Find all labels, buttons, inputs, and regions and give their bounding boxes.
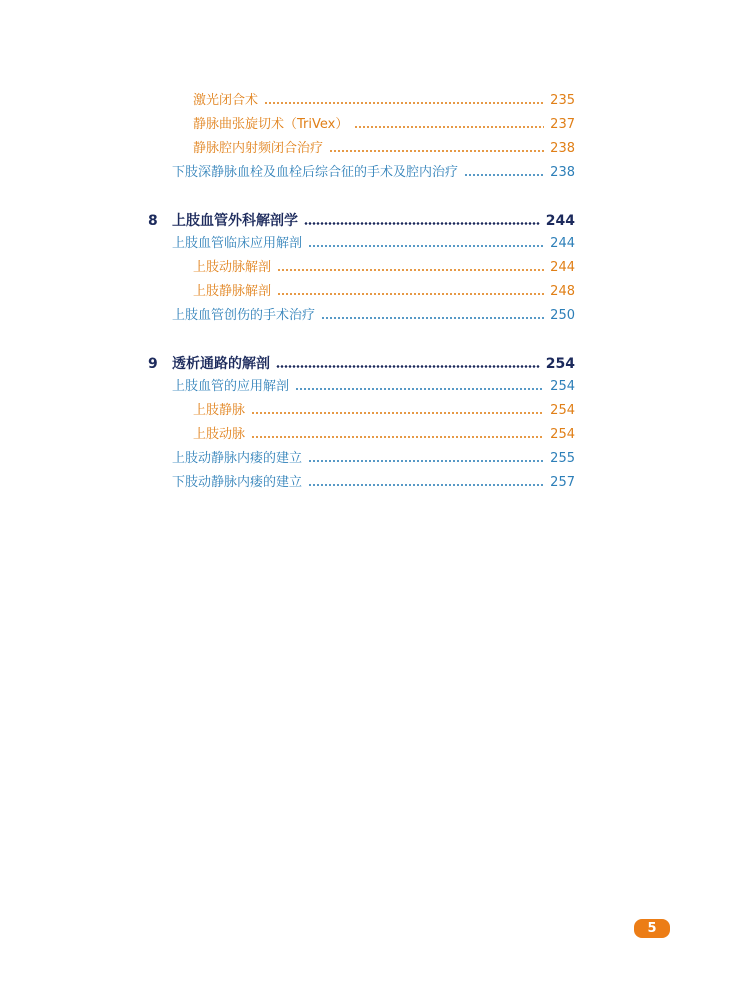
toc-entry[interactable] bbox=[193, 258, 575, 278]
toc-entry[interactable] bbox=[193, 139, 575, 159]
dot-leader bbox=[354, 126, 544, 128]
entry-title: 下肢动静脉内瘘的建立 bbox=[172, 475, 303, 490]
entry-page: 254 bbox=[545, 356, 575, 372]
entry-page: 255 bbox=[550, 451, 575, 466]
entry-title: 静脉腔内射频闭合治疗 bbox=[193, 141, 324, 156]
entry-title: 上肢静脉解剖 bbox=[193, 284, 272, 299]
entry-page: 237 bbox=[550, 117, 575, 132]
dot-leader bbox=[329, 150, 544, 152]
entry-title: 激光闭合术 bbox=[193, 93, 259, 108]
dot-leader bbox=[264, 102, 544, 104]
entry-title: 上肢血管临床应用解剖 bbox=[172, 236, 303, 251]
toc-chapter-entry[interactable] bbox=[148, 211, 575, 231]
entry-title: 上肢静脉 bbox=[193, 403, 246, 418]
dot-leader bbox=[308, 460, 544, 462]
toc-entry[interactable] bbox=[172, 449, 575, 469]
toc-entry[interactable] bbox=[193, 91, 575, 111]
entry-page: 244 bbox=[545, 213, 575, 229]
page-number-badge: 5 bbox=[634, 919, 670, 938]
entry-title: 静脉曲张旋切术（TriVex） bbox=[193, 117, 349, 132]
entry-title: 上肢动静脉内瘘的建立 bbox=[172, 451, 303, 466]
entry-page: 235 bbox=[550, 93, 575, 108]
dot-leader bbox=[308, 484, 544, 486]
toc-entry[interactable] bbox=[193, 115, 575, 135]
toc-entry[interactable] bbox=[172, 306, 575, 326]
entry-title: 下肢深静脉血栓及血栓后综合征的手术及腔内治疗 bbox=[172, 165, 459, 180]
toc-entry[interactable] bbox=[193, 425, 575, 445]
dot-leader bbox=[276, 365, 540, 368]
entry-page: 238 bbox=[550, 141, 575, 156]
dot-leader bbox=[251, 436, 544, 438]
toc-entry[interactable] bbox=[193, 401, 575, 421]
entry-title: 上肢动脉 bbox=[193, 427, 246, 442]
dot-leader bbox=[304, 222, 540, 225]
toc-entry[interactable] bbox=[172, 473, 575, 493]
dot-leader bbox=[321, 317, 544, 319]
chapter-number: 8 bbox=[148, 213, 158, 229]
entry-page: 244 bbox=[550, 236, 575, 251]
dot-leader bbox=[464, 174, 544, 176]
entry-page: 254 bbox=[550, 403, 575, 418]
entry-page: 254 bbox=[550, 379, 575, 394]
entry-page: 254 bbox=[550, 427, 575, 442]
dot-leader bbox=[277, 293, 544, 295]
toc-entry[interactable] bbox=[172, 163, 575, 183]
entry-page: 248 bbox=[550, 284, 575, 299]
dot-leader bbox=[295, 388, 544, 390]
entry-page: 257 bbox=[550, 475, 575, 490]
entry-page: 244 bbox=[550, 260, 575, 275]
dot-leader bbox=[251, 412, 544, 414]
entry-title: 上肢动脉解剖 bbox=[193, 260, 272, 275]
entry-page: 250 bbox=[550, 308, 575, 323]
chapter-number: 9 bbox=[148, 356, 158, 372]
entry-title: 上肢血管外科解剖学 bbox=[172, 213, 298, 229]
entry-title: 上肢血管创伤的手术治疗 bbox=[172, 308, 316, 323]
entry-title: 上肢血管的应用解剖 bbox=[172, 379, 290, 394]
entry-page: 238 bbox=[550, 165, 575, 180]
toc-entry[interactable] bbox=[172, 234, 575, 254]
toc-chapter-entry[interactable] bbox=[148, 354, 575, 374]
toc-entry[interactable] bbox=[172, 377, 575, 397]
toc-entry[interactable] bbox=[193, 282, 575, 302]
dot-leader bbox=[308, 245, 544, 247]
dot-leader bbox=[277, 269, 544, 271]
entry-title: 透析通路的解剖 bbox=[172, 356, 270, 372]
